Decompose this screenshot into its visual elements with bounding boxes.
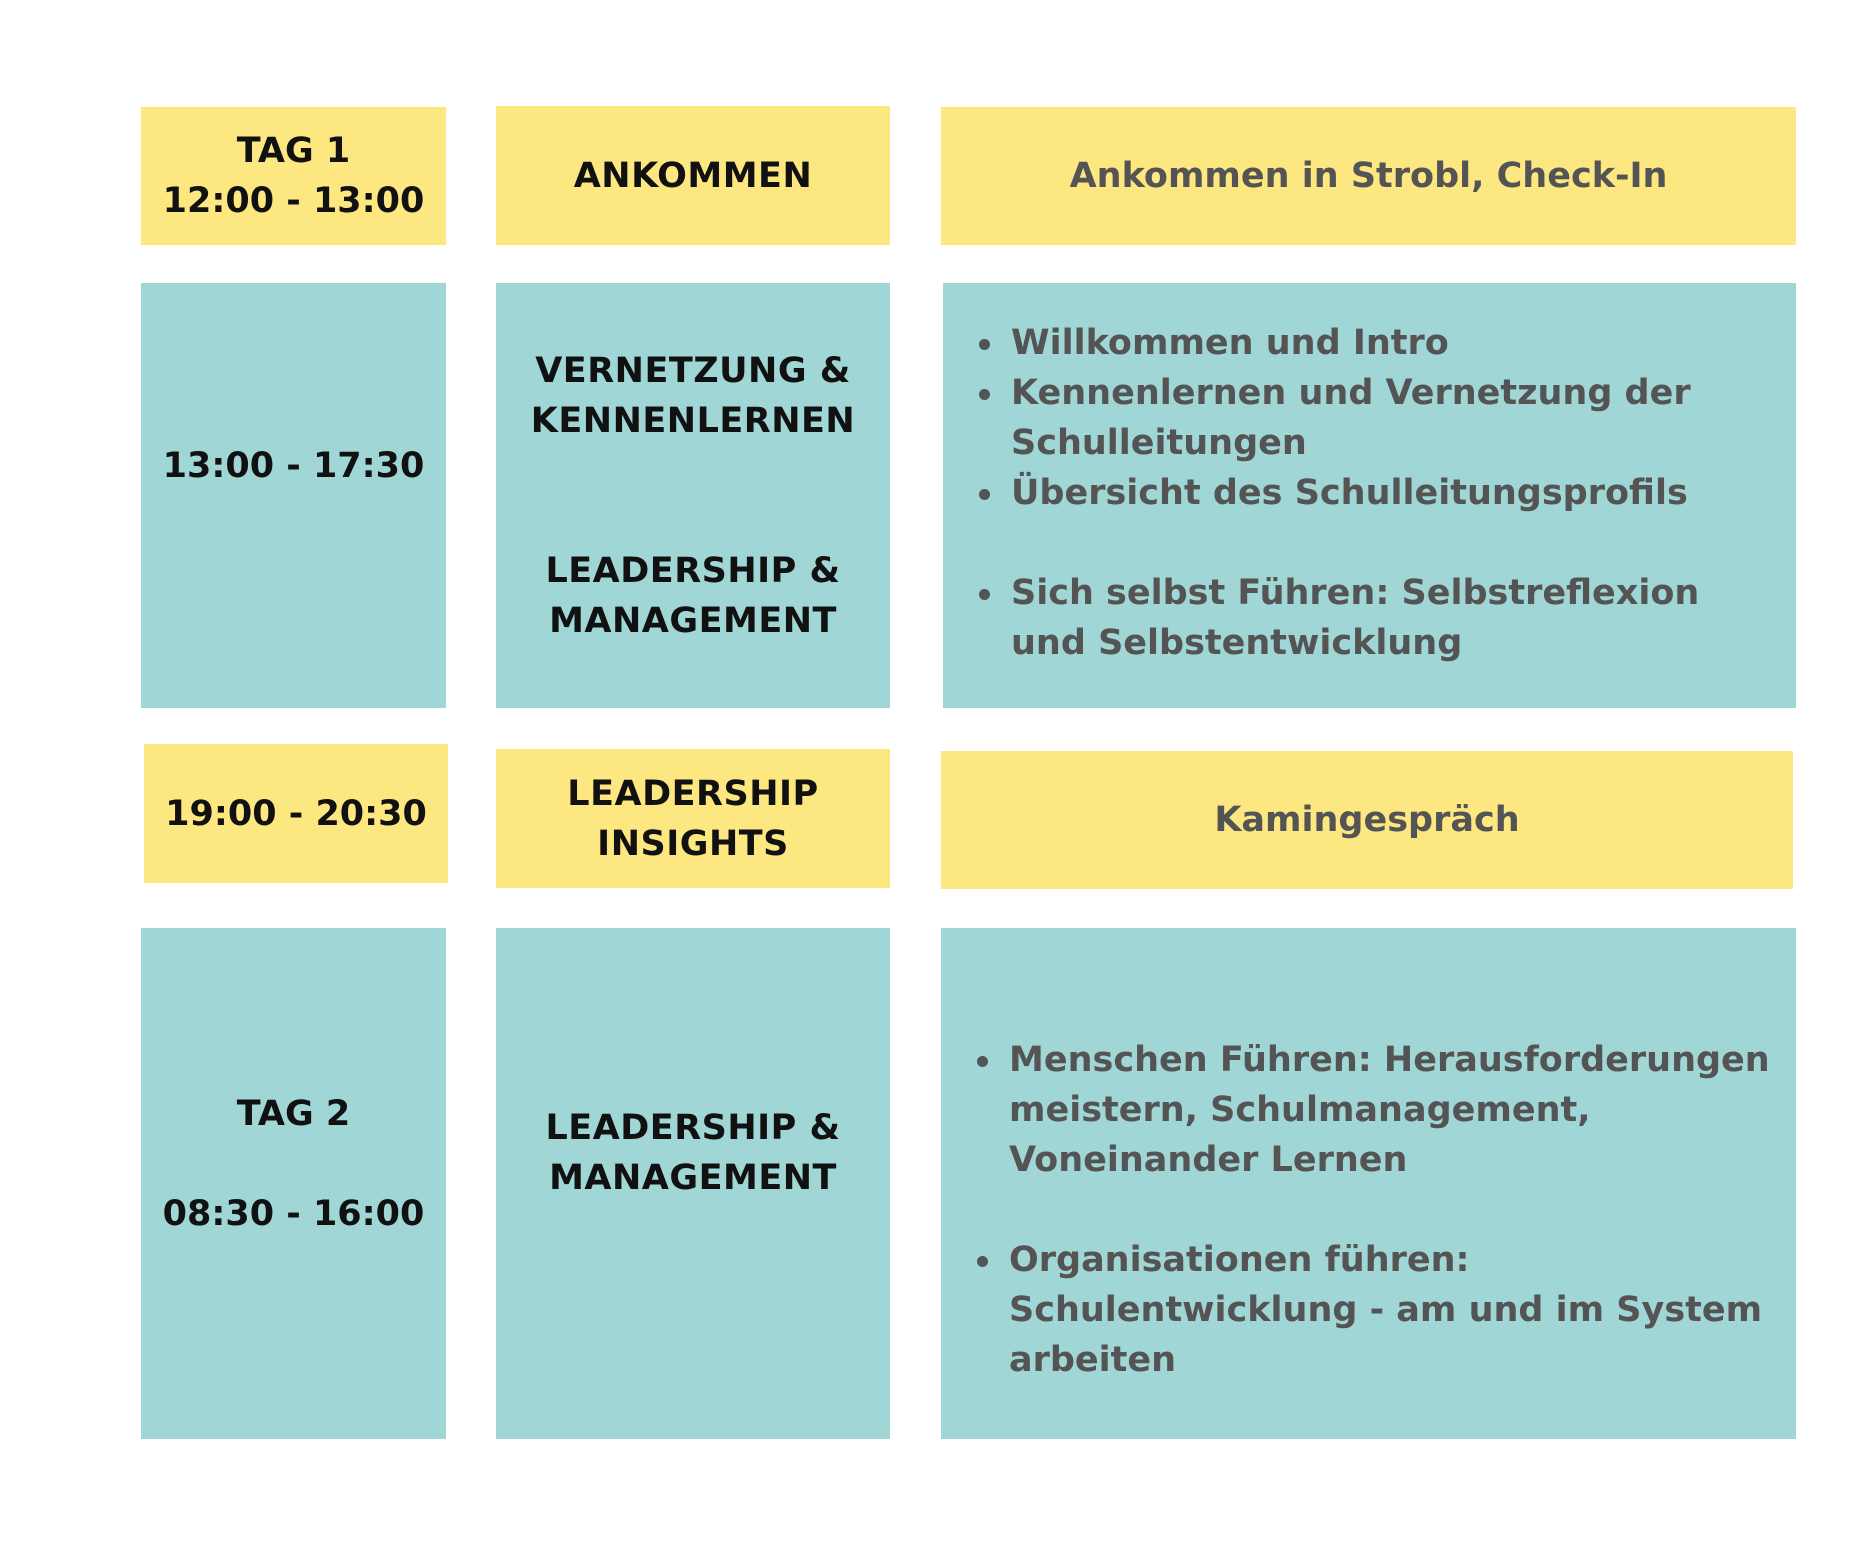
- row1-time: 12:00 - 13:00: [162, 181, 425, 221]
- row2-label-group-leadership: [545, 546, 840, 646]
- list-item: Organisationen führen: Schulentwicklung - am und im System arbeiten: [941, 1235, 1784, 1385]
- row2-bullet-list: [943, 318, 1766, 668]
- row2-label-group-networking: [531, 346, 855, 446]
- row2-description-cell: [943, 283, 1796, 708]
- row3-label-line: INSIGHTS: [597, 823, 789, 864]
- row4-description-cell: [941, 928, 1796, 1439]
- row3-time: 19:00 - 20:30: [165, 793, 427, 834]
- list-item: Menschen Führen: Herausforderungen meistern, Schulmanagement, Voneinander Lernen: [941, 1035, 1784, 1185]
- row4-bullet-list: [941, 1035, 1784, 1385]
- row4-time-cell: [141, 928, 446, 1439]
- row4-day: TAG 2: [236, 1093, 351, 1134]
- list-item: Kennenlernen und Vernetzung der Schulleitungen: [943, 368, 1766, 468]
- row2-label-line: VERNETZUNG &: [535, 350, 851, 391]
- row3-description: Kamingespräch: [1214, 800, 1520, 840]
- row2-label-line: MANAGEMENT: [549, 600, 837, 641]
- row2-label-cell: [496, 283, 890, 708]
- row1-label-cell: [496, 106, 890, 245]
- row4-label-group: [545, 1103, 840, 1203]
- list-item: Sich selbst Führen: Selbstreflexion und Selbstentwicklung: [943, 568, 1766, 668]
- row1-day: TAG 1: [236, 131, 351, 171]
- row3-label-line: LEADERSHIP: [567, 773, 819, 814]
- row1-description-cell: [941, 107, 1796, 245]
- row4-label-cell: [496, 928, 890, 1439]
- row4-time: 08:30 - 16:00: [162, 1193, 425, 1234]
- row2-label-line: KENNENLERNEN: [530, 400, 856, 441]
- row1-description: Ankommen in Strobl, Check-In: [1069, 156, 1668, 196]
- row1-label: ANKOMMEN: [573, 155, 813, 196]
- row3-label-cell: [496, 749, 890, 888]
- row2-time-cell: [141, 283, 446, 708]
- list-item: Übersicht des Schulleitungsprofils: [943, 468, 1766, 518]
- row2-label-line: LEADERSHIP &: [545, 550, 841, 591]
- row2-time: 13:00 - 17:30: [162, 445, 425, 486]
- row1-time-cell: [141, 107, 446, 245]
- list-item: Willkommen und Intro: [943, 318, 1766, 368]
- row3-description-cell: [941, 751, 1793, 889]
- row4-label-line: MANAGEMENT: [549, 1157, 837, 1198]
- row4-label-line: LEADERSHIP &: [545, 1107, 841, 1148]
- row3-time-cell: [144, 744, 448, 883]
